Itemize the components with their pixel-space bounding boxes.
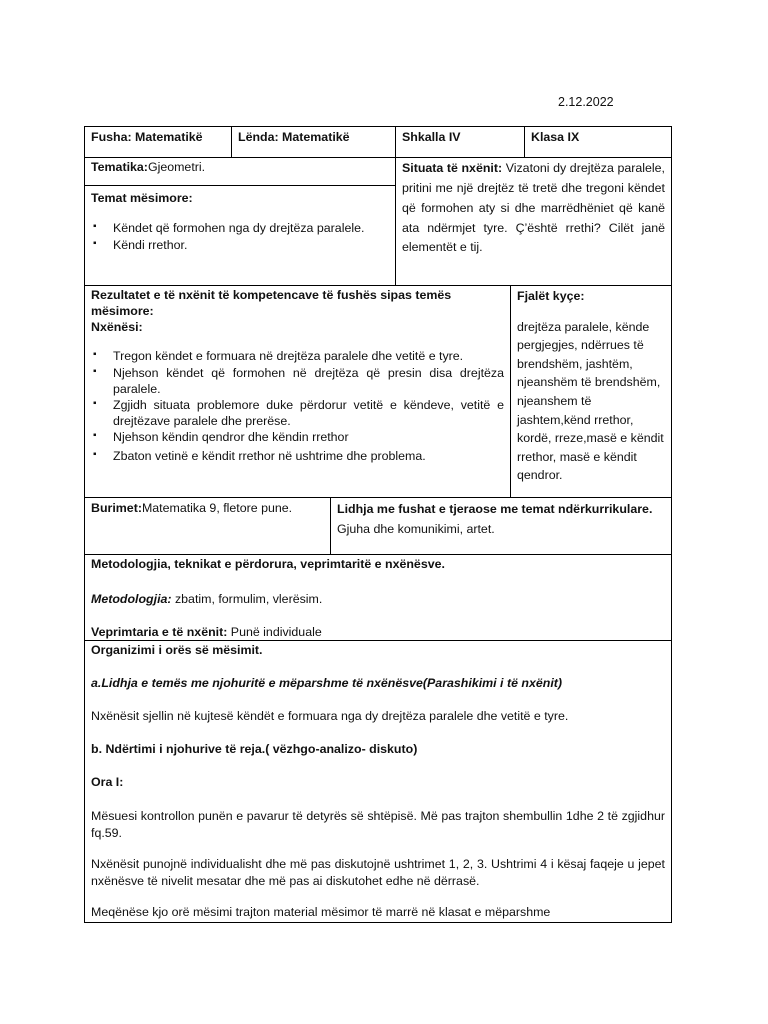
situata-section	[396, 157, 671, 260]
temat-item: ▪ Këndet që formohen nga dy drejtëza paralele.	[91, 220, 389, 237]
ora-label: Ora I:	[91, 775, 124, 790]
ora-paragraph-2: Nxënësit punojnë individualisht dhe më pas diskutojnë ushtrimet 1, 2, 3. Ushtrimi 4 i kësaj faqeje u jepet nxënësve të nivelit mesatar dhe më pas ai diskutohet edhe në dërrasë.	[91, 856, 665, 888]
ora-paragraph-3: Meqënëse kjo orë mësimi trajton material mësimor të marrë në klasat e mëparshme	[91, 904, 551, 919]
tematika-value: Gjeometri.	[147, 160, 206, 174]
field-fusha: Fusha: Matematikë	[91, 130, 203, 144]
tematika	[85, 157, 395, 178]
temat-item: ▪ Këndi rrethor.	[91, 237, 389, 254]
rezultat-item: ▪ Zbaton vetinë e këndit rrethor në ushtrime dhe problema.	[91, 448, 504, 464]
metodologjia-heading: Metodologjia, teknikat e përdorura, veprimtaritë e nxënësve.	[91, 557, 445, 571]
organizimi-heading: Organizimi i orës së mësimit.	[91, 643, 263, 657]
ora-paragraph-1: Mësuesi kontrollon punën e pavarur të detyrës së shtëpisë. Më pas trajton shembullin 1dhe 2 të zgjidhur fq.59.	[91, 808, 665, 840]
ndertimi-heading: b. Ndërtimi i njohurive të reja.( vëzhgo-analizo- diskuto)	[91, 742, 418, 757]
field-klasa: Klasa IX	[531, 130, 580, 144]
situata-text: Vizatoni dy drejtëza paralele, pritini me një drejtëz të tretë dhe tregoni këndet që formohen aty si dhe marrëdhëniet që kanë ata ndërmjet tyre. Ç’është rrethi? Cilët janë elementët e tij.	[402, 161, 665, 255]
rezultatet-subject: Nxënësi:	[91, 320, 143, 335]
rezultat-item: ▪ Njehson këndet që formohen në drejtëza që presin disa drejtëza paralele.	[91, 365, 504, 397]
metodologjia-label: Metodologjia:	[91, 592, 172, 607]
field-shkalla: Shkalla IV	[402, 130, 461, 144]
metodologjia-value: zbatim, formulim, vlerësim.	[171, 592, 323, 607]
rezultat-item: ▪ Njehson këndin qendror dhe këndin rrethor	[91, 429, 504, 445]
rezultat-item: ▪ Tregon këndet e formuara në drejtëza paralele dhe vetitë e tyre.	[91, 348, 504, 364]
fjalet-label: Fjalët kyçe:	[517, 289, 585, 303]
lidhja-njohurite-text: Nxënësit sjellin në kujtesë këndët e formuara nga dy drejtëza paralele dhe vetitë e tyre.	[91, 709, 569, 724]
rezultatet-label: Rezultatet e të nxënit të kompetencave të fushës sipas temës mësimore:	[91, 288, 452, 319]
lidhja-label: Lidhja me fushat e tjeraose me temat ndërkurrikulare.	[337, 502, 653, 516]
organizimi-section	[85, 640, 671, 922]
rezultatet-section	[85, 285, 510, 466]
field-lenda: Lënda: Matematikë	[238, 130, 350, 144]
fjalet-text: drejtëza paralele, kënde pergjegjes, ndërrues të brendshëm, jashtëm, njeanshëm të brendshëm, njeanshem të jashtem,kënd rrethor, kordë, rreze,masë e këndit rrethor, masë e këndit qendror.	[517, 319, 664, 483]
lidhja-njohurite-heading: a.Lidhja e temës me njohuritë e mëparshme të nxënësve(Parashikimi i të nxënit)	[91, 676, 563, 691]
lesson-date: 2.12.2022	[558, 95, 614, 109]
burimet-label: Burimet:	[91, 501, 142, 515]
situata-label: Situata të nxënit:	[402, 161, 503, 175]
burimet-section	[85, 498, 330, 519]
temat-section	[85, 188, 395, 256]
rezultat-item: ▪ Zgjidh situata problemore duke përdorur vetitë e këndeve, vetitë e drejtëzave paralele dhe prerëse.	[91, 397, 504, 429]
fjalet-section	[511, 285, 671, 487]
burimet-value: Matematika 9, fletore pune.	[141, 501, 293, 515]
temat-label: Temat mësimore:	[91, 191, 193, 205]
lidhja-value: Gjuha dhe komunikimi, artet.	[337, 521, 495, 536]
veprimtaria-label: Veprimtaria e të nxënit:	[91, 625, 228, 640]
metodologjia-section	[85, 554, 671, 643]
lidhja-section	[331, 498, 671, 542]
tematika-label: Tematika:	[91, 160, 148, 174]
veprimtaria-value: Punë individuale	[227, 625, 322, 640]
